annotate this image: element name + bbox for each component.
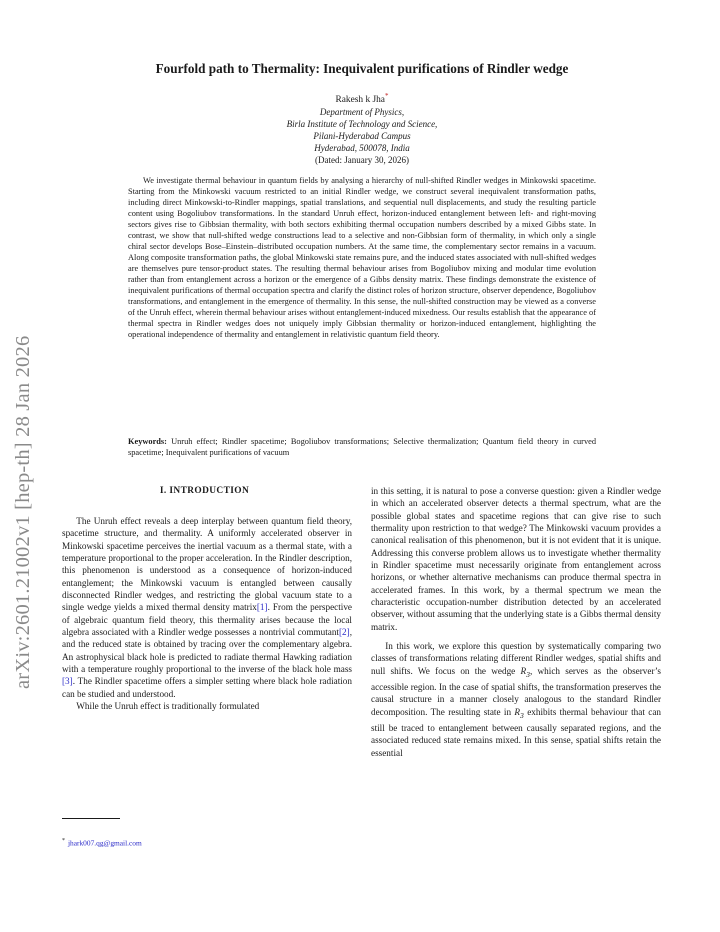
affiliation-line: Department of Physics,	[319, 107, 405, 118]
citation-link[interactable]: [2]	[338, 627, 350, 638]
paper-title: Fourfold path to Thermality: Inequivalent purifications of Rindler wedge	[155, 61, 569, 76]
wedge-symbol	[520, 665, 530, 679]
intro-paragraph	[62, 515, 352, 700]
author-name: Rakesh k Jha	[335, 95, 385, 106]
text-run: The Unruh effect reveals a deep interplay between quantum field theory, spacetime structure, and thermality. A uniformly accelerated observer in Minkowski spacetime perceives the inertial vacuum as a thermal state, with a temperature proportional to the proper acceleration. In the Rindler description, this phenomenon is understood as a consequence of horizon-induced entanglement; the Minkowski vacuum is entangled between causally disconnected Rindler wedges, and restricting the global vacuum state to a single wedge yields a mixed thermal density matrix	[62, 516, 352, 613]
keywords-label: Keywords:	[128, 437, 167, 446]
intro-paragraph: While the Unruh effect is traditionally formulated	[76, 701, 260, 712]
symbol-subscript: 3	[520, 710, 524, 720]
right-column	[371, 485, 661, 759]
dated-line: (Dated: January 30, 2026)	[315, 155, 409, 166]
symbol-subscript: 3	[526, 669, 530, 679]
text-run: , and the reduced state is obtained by tracing over the complementary algebra. An astrophysical black hole is predicted to radiate thermal Hawking radiation with a temperature roughly proportional to the inverse of the black hole mass	[62, 627, 352, 675]
footnote-rule	[62, 818, 120, 819]
section-heading-introduction: I. INTRODUCTION	[159, 486, 250, 496]
intro-paragraph	[371, 640, 661, 759]
citation-link[interactable]: [3]	[62, 676, 73, 687]
affiliation-line: Pilani-Hyderabad Campus	[313, 131, 411, 142]
left-column	[62, 515, 352, 713]
text-run: . From the perspective of algebraic quantum field theory, this thermality arises because the local algebra associated with a Rindler wedge possesses a nontrivial commutant	[62, 602, 352, 638]
wedge-symbol	[514, 706, 524, 720]
text-run: exhibits thermal behaviour that can still be traced to entanglement between causally separated regions, and the associated reduced state remains mixed. In this sense, spatial shifts retain the essential	[371, 706, 661, 758]
footnote-mark: *	[62, 838, 65, 844]
symbol-base: R	[514, 706, 521, 717]
arxiv-identifier: arXiv:2601.21002v1 [hep-th] 28 Jan 2026	[12, 335, 34, 689]
arxiv-side-stamp	[12, 259, 34, 689]
text-run: In this work, we explore this question by systematically comparing two classes of transformations relating different Rindler wedges, spatial shifts and null shifts. We focus on the wedge	[371, 641, 661, 676]
text-run: , which serves as the observer’s accessible region. In the case of spatial shifts, the transformation preserves the causal structure in a manner closely analogous to the standard Rindler decomposition. The resulting state in	[371, 665, 661, 717]
affiliation-line: Birla Institute of Technology and Science,	[286, 119, 438, 130]
author-footnote-mark[interactable]: *	[384, 92, 389, 100]
email-link[interactable]: jhark007.qg@gmail.com	[68, 838, 142, 848]
citation-link[interactable]: [1]	[256, 602, 268, 613]
intro-paragraph: in this setting, it is natural to pose a converse question: given a Rindler wedge in which an accelerated observer detects a thermal spectrum, what are the possible global states and spacetime regions that can give rise to such thermality upon restriction to that wedge? The Minkowski vacuum provides a canonical realisation of this phenomenon, but it is not evident that it is unique. Addressing this converse problem allows us to investigate whether thermality in Rindler spacetime must necessarily originate from entanglement across horizons, or whether alternative mechanisms can produce thermal spectra in accelerated frames. In this work, by a thermal spectrum we mean the characteristic occupation-number distribution detected by an accelerated observer, without assuming that the underlying state is a Gibbs thermal density matrix.	[371, 486, 662, 632]
keywords-text: Unruh effect; Rindler spacetime; Bogoliubov transformations; Selective thermalization; Quantum field theory in curved spacetime; Inequivalent purifications of vacuum	[128, 437, 596, 457]
abstract: We investigate thermal behaviour in quantum fields by analysing a hierarchy of null-shifted Rindler wedges in Minkowski spacetime. Starting from the Minkowski vacuum restricted to an initial Rindler wedge, we construct several inequivalent transformation paths, including direct Minkowski-to-Rindler mappings, spatial translations, and sequential null displacements, and study the resulting particle content using Bogoliubov transformations. In the standard Unruh effect, horizon-induced entanglement between left- and right-moving sectors gives rise to Gibbsian thermality, with both sectors exhibiting thermal occupation numbers described by a mixed Gibbs state. In contrast, we show that null-shifted wedge constructions lead to a selective and non-Gibbsian form of thermality, in which only a single chiral sector develops Bose–Einstein–distributed occupation numbers. At the same time, the complementary sector remains in a vacuum. Along composite transformation paths, the global Minkowski state remains pure, and the induced states associated with null-shifted wedges are themselves pure tensor-product states. The resulting thermal behaviour arises from Bogoliubov mixing and modular time evolution rather than from entanglement across a horizon or the emergence of a Gibbs density matrix. These findings demonstrate the existence of inequivalent purifications of thermal occupation spectra and clarify the distinct roles of horizon structure, observer dependence, Bogoliubov transformations, and entanglement in the emergence of thermality. In this sense, the null-shifted construction may be viewed as a converse of the Unruh effect, wherein thermal behaviour arises without entanglement-induced mixedness. Our results establish that the appearance of thermal spectra in Rindler wedges does not uniquely imply Gibbsian thermality or horizon-induced entanglement, highlighting the operational independence of thermality and entanglement in relativistic quantum field theory.	[128, 176, 596, 339]
text-run: . The Rindler spacetime offers a simpler setting where black hole radiation can be studied and understood.	[62, 676, 352, 699]
keywords	[128, 436, 596, 458]
affiliation-line: Hyderabad, 500078, India	[314, 143, 410, 154]
author-block	[200, 90, 524, 166]
symbol-base: R	[520, 665, 527, 676]
author-line	[200, 90, 524, 106]
footnote	[62, 838, 142, 847]
